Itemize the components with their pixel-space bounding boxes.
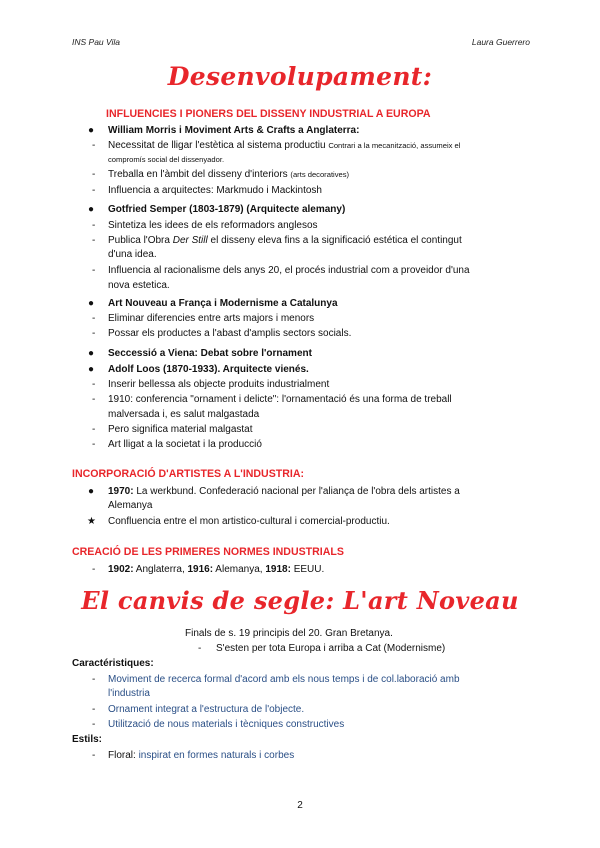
title-canvis-segle: El canvis de segle: L'art Noveau xyxy=(81,586,519,615)
text: el disseny eleva fins a la significació estética el contingut xyxy=(207,235,462,246)
heading-estils: Estils: xyxy=(72,734,103,745)
item-werkbund xyxy=(108,486,460,498)
dash-marker: - xyxy=(92,265,96,276)
item-loos-title: Adolf Loos (1870-1933). Arquitecte vienés. xyxy=(108,364,309,375)
header-author: Laura Guerrero xyxy=(471,37,530,47)
text: EEUU. xyxy=(290,564,325,575)
item-loos-2: 1910: conferencia "ornament i delicte": l'ornamentació és una forma de treball xyxy=(108,394,452,405)
dash-marker: - xyxy=(92,719,96,730)
bullet-icon: ● xyxy=(88,298,95,309)
dash-marker: - xyxy=(92,394,96,405)
item-char-1-cont: l'industria xyxy=(108,688,150,699)
bullet-icon: ● xyxy=(88,125,95,136)
text: Alemanya, xyxy=(213,564,266,575)
heading-normes: CREACIÓ DE LES PRIMERES NORMES INDUSTRIALS xyxy=(72,546,344,558)
item-morris-1 xyxy=(108,140,460,152)
item-morris-2 xyxy=(108,169,349,181)
dash-marker: - xyxy=(92,704,96,715)
item-floral xyxy=(108,750,294,762)
header-school: INS Pau Vila xyxy=(72,37,121,47)
dash-marker: - xyxy=(92,169,96,180)
dash-marker: - xyxy=(92,424,96,435)
text: Publica l'Obra xyxy=(108,235,173,246)
item-char-1: Moviment de recerca formal d'acord amb els nous temps i de col.laboració amb xyxy=(108,674,460,685)
item-confluencia: Confluencia entre el mon artistico-cultural i comercial-productiu. xyxy=(108,516,390,527)
item-loos-2-cont: malversada i, es salut malgastada xyxy=(108,409,260,420)
dash-marker: - xyxy=(92,750,96,761)
item-morris-1-cont: compromís social del dissenyador. xyxy=(108,155,225,164)
star-icon: ★ xyxy=(87,516,96,527)
item-secessio-title: Seccessió a Viena: Debat sobre l'ornament xyxy=(108,348,312,359)
heading-caracteristiques: Caractéristiques: xyxy=(72,658,154,669)
intro-finals: Finals de s. 19 principis del 20. Gran Bretanya. xyxy=(185,628,393,639)
text-small: Contrari a la mecanització, assumeix el xyxy=(328,141,461,150)
heading-incorporacio: INCORPORACIÓ D'ARTISTES A L'INDUSTRIA: xyxy=(72,468,305,480)
year: 1902: xyxy=(108,564,134,575)
dash-marker: - xyxy=(92,140,96,151)
page-number: 2 xyxy=(297,800,303,811)
item-char-3: Utilització de nous materials i tècniques constructives xyxy=(108,719,345,730)
year: 1970: xyxy=(108,486,134,497)
year: 1918: xyxy=(265,564,291,575)
item-semper-2 xyxy=(108,235,462,247)
item-morris-title: William Morris i Moviment Arts & Crafts a Anglaterra: xyxy=(108,125,360,136)
book-title: Der Still xyxy=(172,235,208,246)
item-semper-title: Gotfried Semper (1803-1879) (Arquitecte alemany) xyxy=(108,204,346,215)
item-werkbund-cont: Alemanya xyxy=(108,500,153,511)
item-semper-2-cont: d'una idea. xyxy=(108,249,157,260)
item-nouveau-1: Eliminar diferencies entre arts majors i menors xyxy=(108,313,315,324)
item-loos-3: Pero significa material malgastat xyxy=(108,424,253,435)
bullet-icon: ● xyxy=(88,364,95,375)
item-nouveau-2: Possar els productes a l'abast d'amplis sectors socials. xyxy=(108,328,352,339)
text-small: (arts decoratives) xyxy=(290,170,350,179)
dash-marker: - xyxy=(92,328,96,339)
item-char-2: Ornament integrat a l'estructura de l'objecte. xyxy=(108,704,305,715)
text: Treballa en l'àmbit del disseny d'interiors xyxy=(108,169,291,180)
item-loos-1: Inserir bellessa als objecte produits industrialment xyxy=(108,379,330,390)
dash-marker: - xyxy=(92,313,96,324)
dash-marker: - xyxy=(92,564,96,575)
year: 1916: xyxy=(187,564,214,575)
dash-marker: - xyxy=(92,439,96,450)
bullet-icon: ● xyxy=(88,486,95,497)
dash-marker: - xyxy=(92,674,96,685)
title-desenvolupament: Desenvolupament: xyxy=(167,62,433,91)
dash-marker: - xyxy=(198,643,202,654)
item-morris-3: Influencia a arquitectes: Markmudo i Mackintosh xyxy=(108,185,322,196)
dash-marker: - xyxy=(92,379,96,390)
item-semper-3: Influencia al racionalisme dels anys 20, el procés industrial com a proveidor d'una xyxy=(108,265,470,276)
dash-marker: - xyxy=(92,235,96,246)
text-blue: inspirat en formes naturals i corbes xyxy=(138,750,295,761)
bullet-icon: ● xyxy=(88,348,95,359)
text: Anglaterra, xyxy=(133,564,188,575)
dash-marker: - xyxy=(92,185,96,196)
item-semper-3-cont: nova estetica. xyxy=(108,280,170,291)
item-loos-4: Art lligat a la societat i la producció xyxy=(108,439,262,450)
item-normes xyxy=(108,564,324,576)
dash-marker: - xyxy=(92,220,96,231)
item-semper-1: Sintetiza les idees de els reformadors anglesos xyxy=(108,220,318,231)
text: Necessitat de lligar l'estètica al sistema productiu xyxy=(108,140,329,151)
item-nouveau-title: Art Nouveau a França i Modernisme a Catalunya xyxy=(108,298,338,309)
intro-esten: S'esten per tota Europa i arriba a Cat (Modernisme) xyxy=(216,643,446,654)
text: La werkbund. Confederació nacional per l'aliança de l'obra dels artistes a xyxy=(133,486,460,497)
bullet-icon: ● xyxy=(88,204,95,215)
text: Floral: xyxy=(108,750,139,761)
heading-influencies: INFLUENCIES I PIONERS DEL DISSENY INDUSTRIAL A EUROPA xyxy=(106,108,431,120)
